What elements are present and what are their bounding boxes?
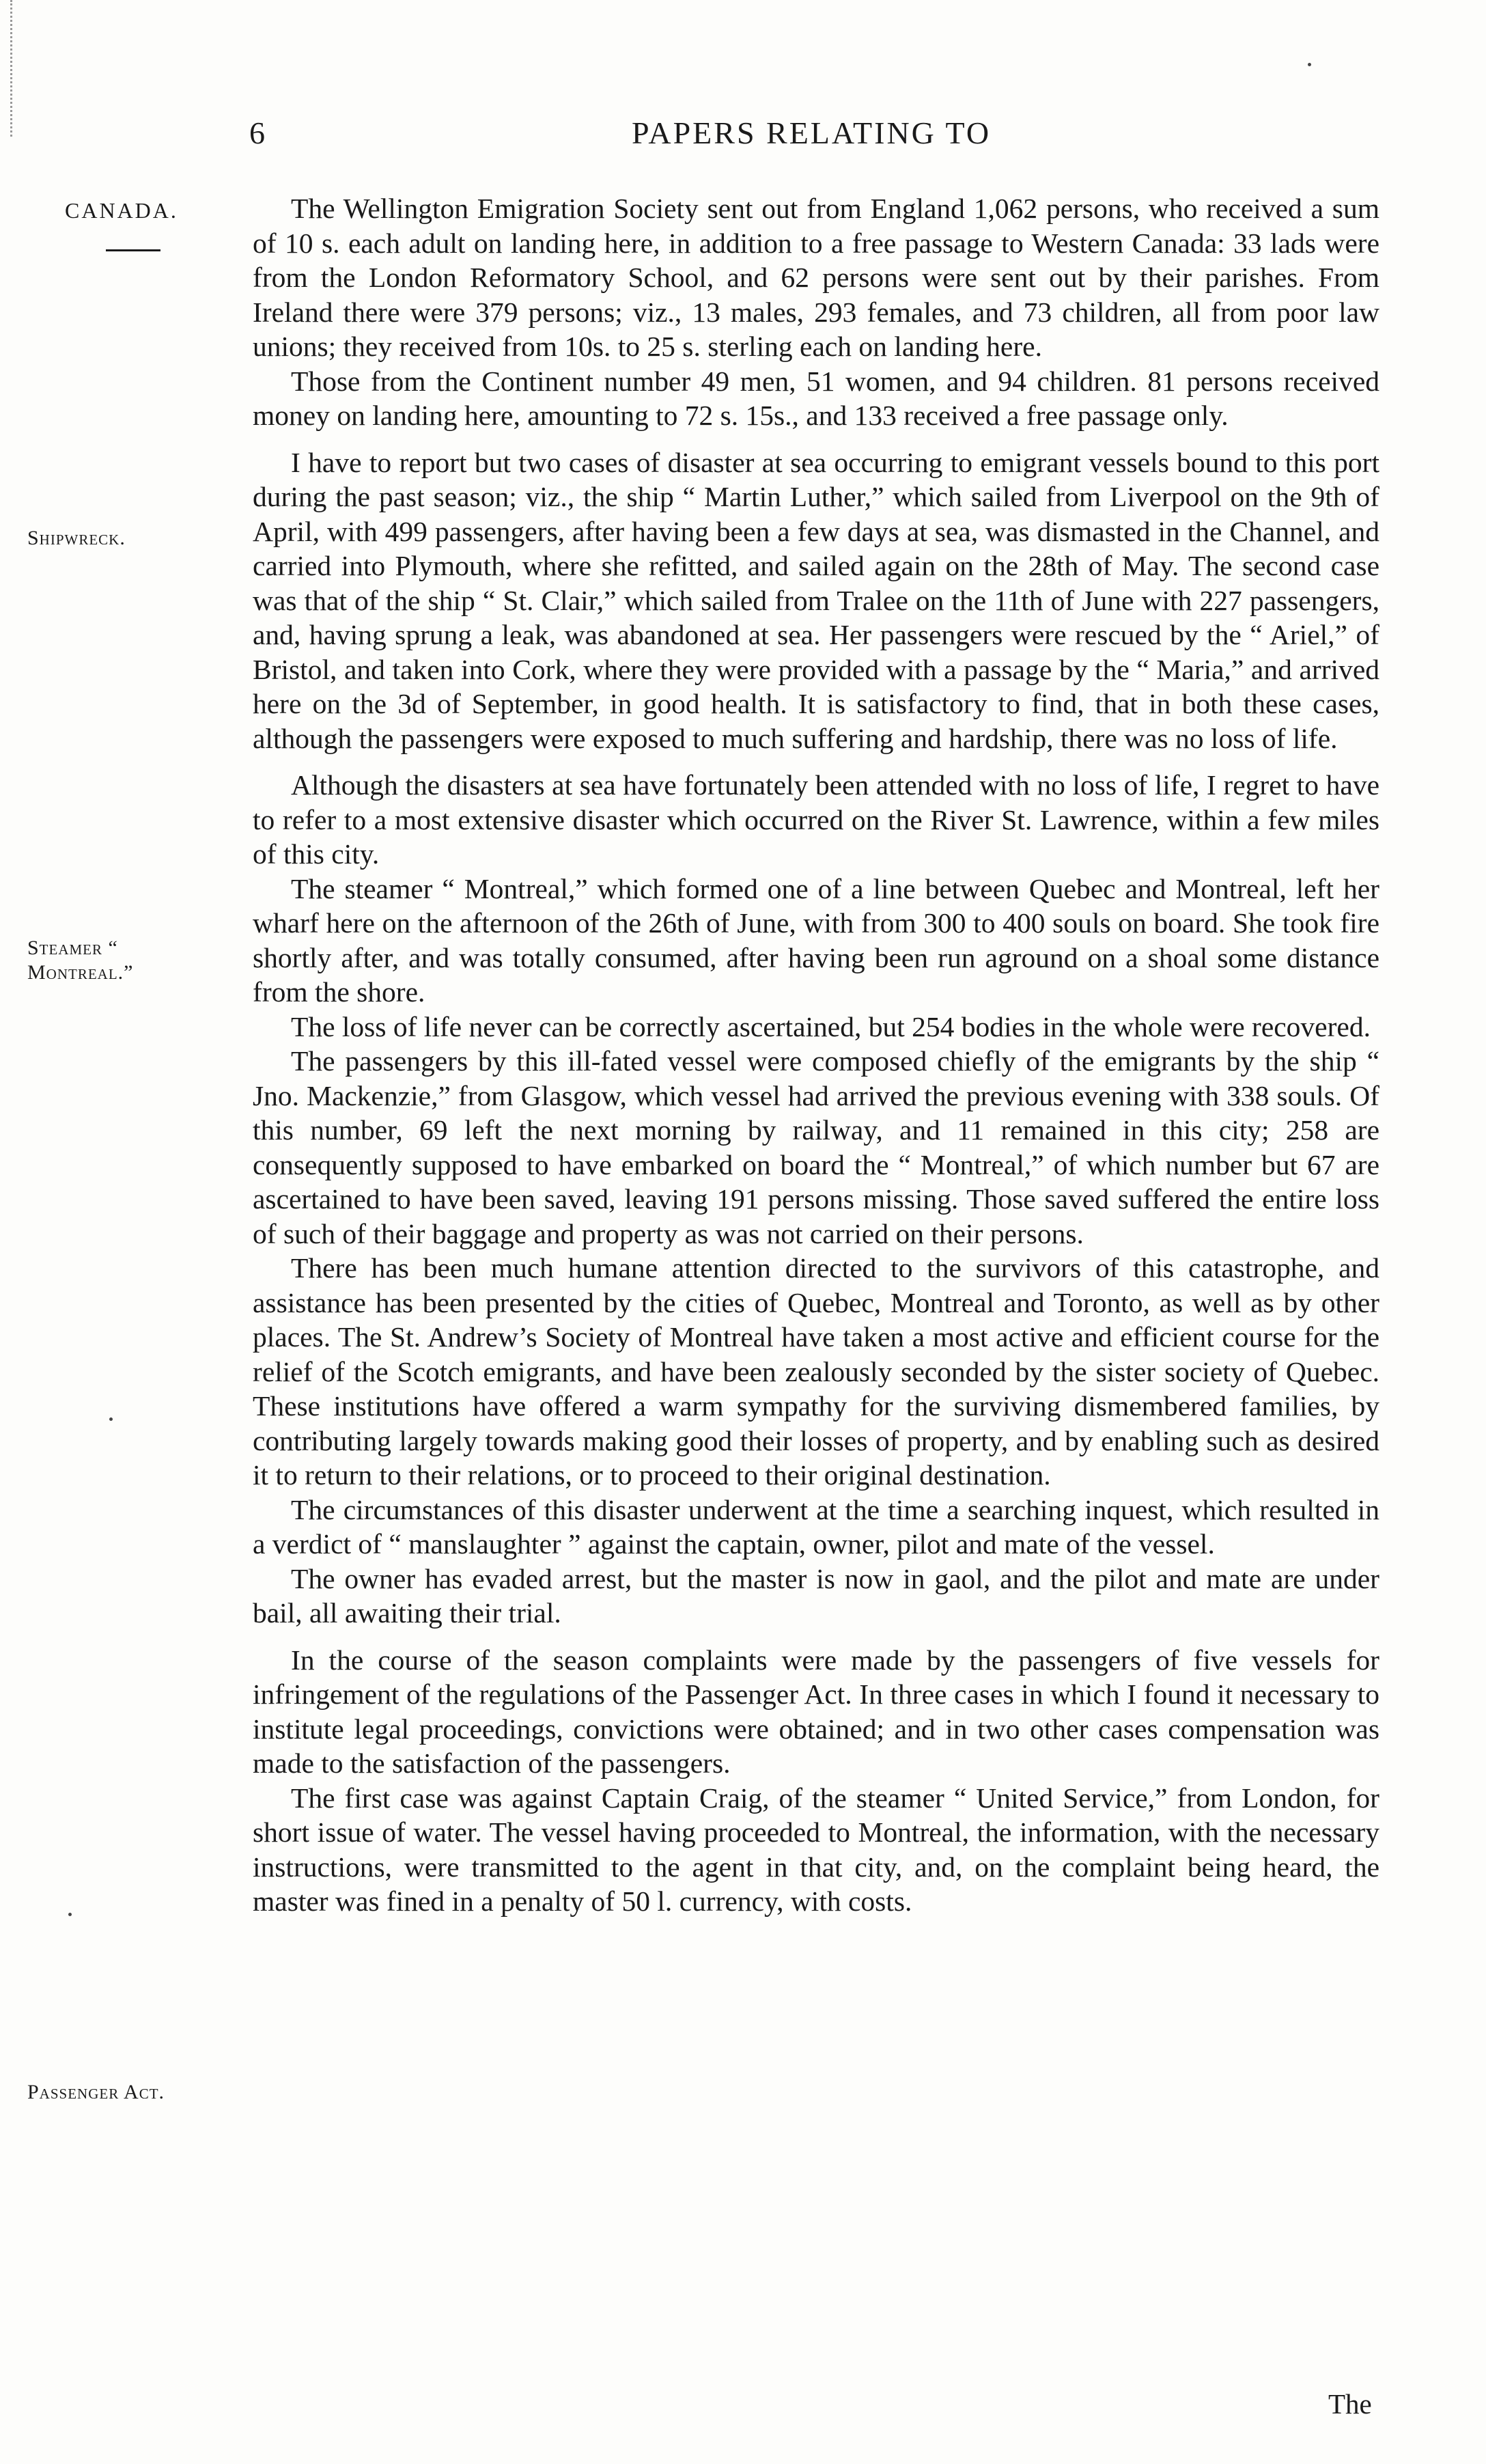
margin-rule bbox=[106, 249, 160, 251]
print-speck bbox=[109, 1417, 113, 1421]
paragraph: The owner has evaded arrest, but the master is now in gaol, and the pilot and mate are under bail, all awaiting their trial. bbox=[253, 1562, 1379, 1629]
paragraph: The loss of life never can be correctly ascertained, but 254 bodies in the whole were recovered. bbox=[291, 1010, 1371, 1042]
paragraph: There has been much humane attention directed to the survivors of this catastrophe, and assistance has been presented by the cities of Quebec, Montreal and Toronto, as well as by other places. The St. Andrew’s Society of Montreal have taken a most active and efficient course for the relief of the Scotch emigrants, and have been zealously seconded by the sister society of Quebec. These institutions have offered a warm sympathy for the surviving dismembered families, by contributing largely towards making good their losses of property, and by enabling such as desired it to return to their relations, or to proceed to their original destination. bbox=[253, 1252, 1379, 1491]
print-speck bbox=[1308, 63, 1311, 66]
paragraph: The Wellington Emigration Society sent out from England 1,062 persons, who received a sum of 10 s. each adult on landing here, in addition to a free passage to Western Canada: 33 lads were from the London Reformatory School, and 62 persons were sent out by their parishes. From Ireland there were 379 persons; viz., 13 males, 293 females, and 73 children, all from poor law unions; they received from 10s. to 25 s. sterling each on landing here. bbox=[253, 193, 1379, 362]
paragraph: The circumstances of this disaster underwent at the time a searching inquest, which resulted in a verdict of “ manslaughter ” against the captain, owner, pilot and mate of the vessel. bbox=[253, 1493, 1379, 1560]
print-speck bbox=[68, 1913, 72, 1916]
edge-artifact bbox=[10, 0, 14, 137]
margin-note-canada: CANADA. bbox=[65, 198, 178, 223]
paragraph: The steamer “ Montreal,” which formed one of a line between Quebec and Montreal, left her wharf here on the afternoon of the 26th of June, with from 300 to 400 souls on board. She took fire shortly after, and was totally consumed, after having been run aground on a shoal some distance from the shore. bbox=[253, 872, 1379, 1008]
paragraph: In the course of the season complaints were made by the passengers of five vessels for infringement of the regulations of the Passenger Act. In three cases in which I found it necessary to institute legal proceedings, convictions were obtained; and in two other cases compensation was made to the satisfaction of the passengers. bbox=[253, 1644, 1379, 1779]
page-header bbox=[249, 115, 1376, 163]
margin-note-shipwreck: Shipwreck. bbox=[27, 527, 126, 549]
body-text bbox=[253, 191, 1379, 1919]
paragraph: Although the disasters at sea have fortunately been attended with no loss of life, I regret to have to refer to a most extensive disaster which occurred on the River St. Lawrence, within a few miles of this city. bbox=[253, 769, 1379, 870]
paragraph: The first case was against Captain Craig, of the steamer “ United Service,” from London, for short issue of water. The vessel having proceeded to Montreal, the information, with the necessary instructions, were transmitted to the agent in that city, and, on the complaint being heard, the master was fined in a penalty of 50 l. currency, with costs. bbox=[253, 1782, 1379, 1917]
margin-note-steamer-montreal: Steamer “ Montreal.” bbox=[27, 937, 134, 984]
paragraph: Those from the Continent number 49 men, 51 women, and 94 children. 81 persons received money on landing here, amounting to 72 s. 15s., and 133 received a free passage only. bbox=[253, 365, 1379, 431]
margin-note-passenger-act: Passenger Act. bbox=[27, 2081, 165, 2103]
paragraph: The passengers by this ill-fated vessel were composed chiefly of the emigrants by the ship “ Jno. Mackenzie,” from Glasgow, which vessel had arrived the previous evening with 338 souls. Of this number, 69 left the next morning by railway, and 11 remained in this city; 258 are consequently supposed to have embarked on board the “ Montreal,” of which number but 67 are ascertained to have been saved, leaving 191 persons missing. Those saved suffered the entire loss of such of their baggage and property as was not carried on their persons. bbox=[253, 1045, 1379, 1249]
catchword: The bbox=[1328, 2388, 1372, 2420]
running-title: PAPERS RELATING TO bbox=[632, 115, 992, 150]
page-number: 6 bbox=[249, 115, 265, 150]
paragraph: I have to report but two cases of disaster at sea occurring to emigrant vessels bound to this port during the past season; viz., the ship “ Martin Luther,” which sailed from Liverpool on the 9th of April, with 499 passengers, after having been a few days at sea, was dismasted in the Channel, and carried into Plymouth, where she refitted, and sailed again on the 28th of May. The second case was that of the ship “ St. Clair,” which sailed from Tralee on the 11th of June with 227 passengers, and, having sprung a leak, was abandoned at sea. Her passengers were rescued by the “ Ariel,” of Bristol, and taken into Cork, where they were provided with a passage by the “ Maria,” and arrived here on the 3d of September, in good health. It is satisfactory to find, that in both these cases, although the passengers were exposed to much suffering and hardship, there was no loss of life. bbox=[253, 446, 1379, 754]
